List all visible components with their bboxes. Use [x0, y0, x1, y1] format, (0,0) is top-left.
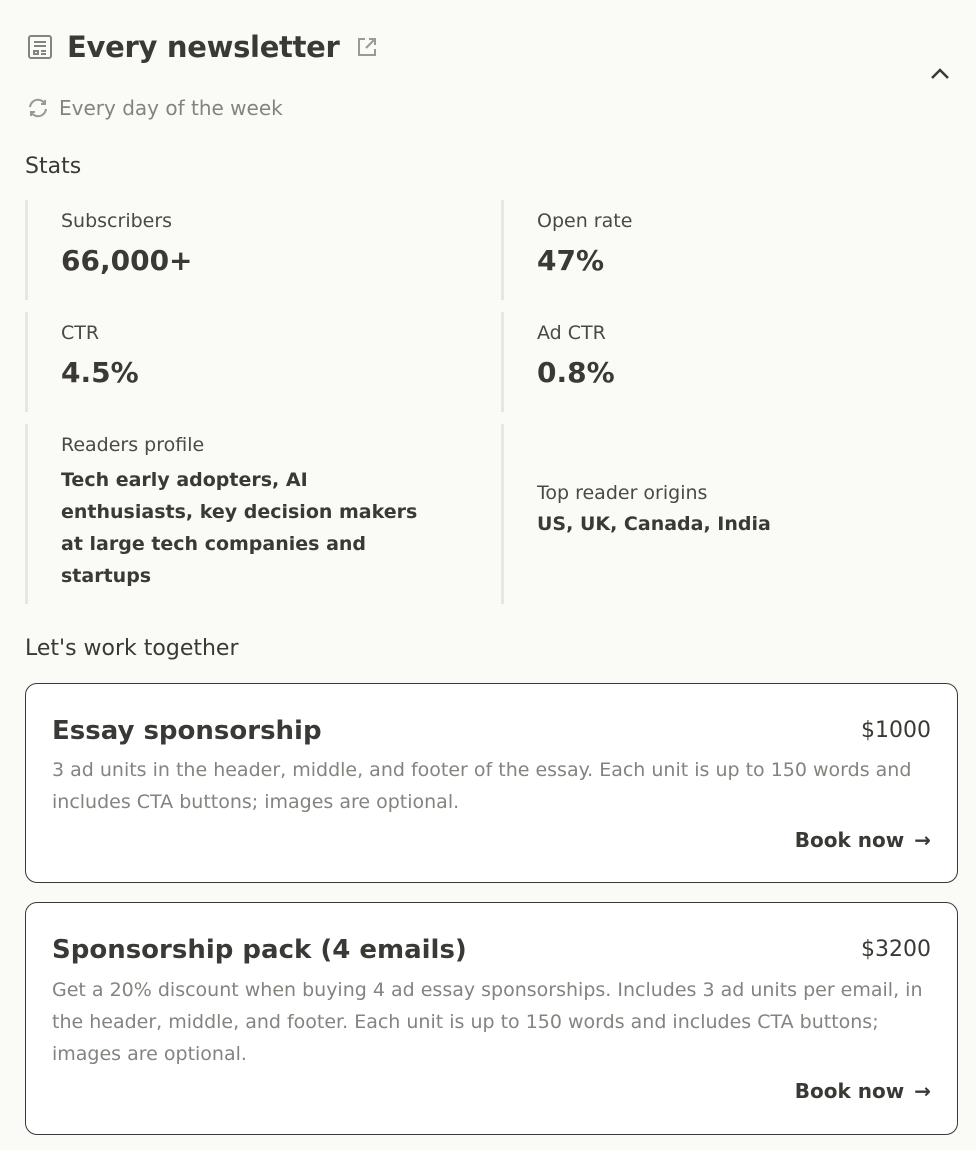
offer-price: $1000: [861, 718, 931, 743]
arrow-right-icon: →: [914, 828, 931, 852]
offer-price: $3200: [861, 937, 931, 962]
stats-heading: Stats: [25, 154, 82, 179]
stat-value: 0.8%: [537, 356, 615, 389]
stat-reader-origins: [501, 424, 921, 604]
offer-title: Sponsorship pack (4 emails): [52, 935, 467, 965]
stat-ctr: [25, 312, 425, 412]
stat-readers-profile: [25, 424, 445, 604]
stat-value: US, UK, Canada, India: [537, 513, 771, 535]
stat-ad-ctr: [501, 312, 901, 412]
offer-title: Essay sponsorship: [52, 716, 322, 746]
book-now-button[interactable]: [795, 1079, 931, 1103]
stat-label: Readers profile: [61, 434, 205, 456]
book-now-button[interactable]: [795, 828, 931, 852]
arrow-right-icon: →: [914, 1079, 931, 1103]
offer-card-essay: [25, 683, 958, 883]
chevron-up-icon[interactable]: [928, 64, 952, 88]
frequency-text: Every day of the week: [59, 96, 283, 120]
offer-description: Get a 20% discount when buying 4 ad essay sponsorships. Includes 3 ad units per email, in the header, middle, and footer. Each unit is up to 150 words and includes CTA buttons; images are optional.: [52, 979, 923, 1065]
stat-value: Tech early adopters, AI enthusiasts, key decision makers at large tech companies and startups: [61, 469, 418, 587]
newsletter-header: [27, 30, 378, 64]
book-now-label: Book now: [794, 1079, 905, 1103]
stat-subscribers: [25, 200, 425, 300]
newsletter-icon: [27, 34, 53, 60]
external-link-icon[interactable]: [356, 36, 378, 58]
book-now-label: Book now: [794, 828, 905, 852]
offer-card-pack: [25, 902, 958, 1135]
stat-open-rate: [501, 200, 901, 300]
stat-label: Open rate: [537, 210, 633, 232]
stat-label: CTR: [61, 322, 100, 344]
stat-label: Subscribers: [61, 210, 173, 232]
page-title: Every newsletter: [67, 30, 340, 64]
work-heading: Let's work together: [25, 636, 239, 661]
stat-value: 47%: [537, 244, 605, 277]
stat-label: Ad CTR: [537, 322, 606, 344]
stat-label: Top reader origins: [537, 482, 708, 504]
frequency: [27, 96, 283, 120]
stat-value: 66,000+: [61, 244, 193, 277]
stat-value: 4.5%: [61, 356, 139, 389]
offer-description: 3 ad units in the header, middle, and footer of the essay. Each unit is up to 150 words and includes CTA buttons; images are optional.: [52, 759, 912, 813]
refresh-icon: [27, 97, 49, 119]
